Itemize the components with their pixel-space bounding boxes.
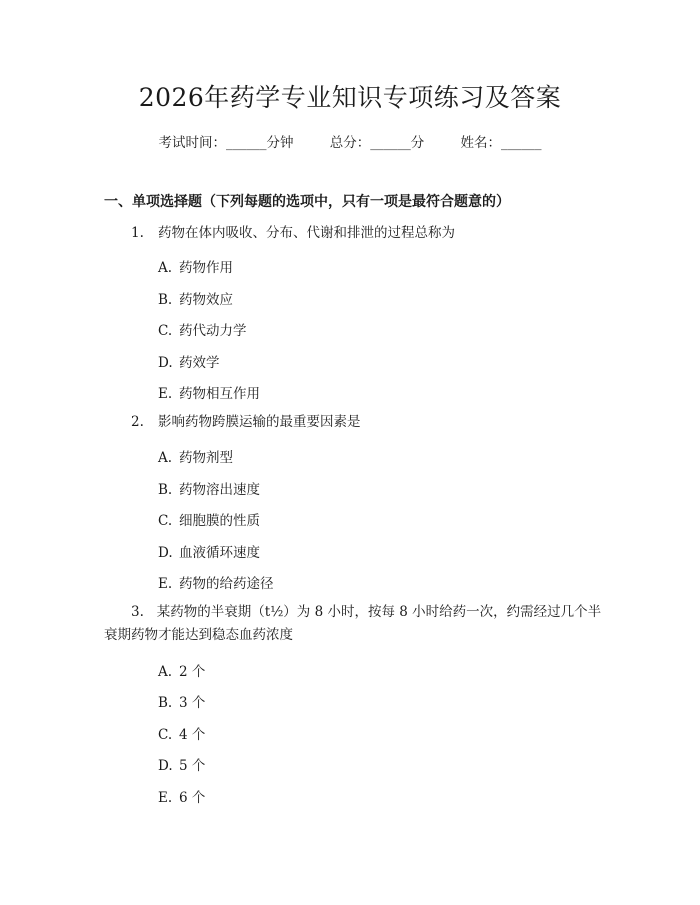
question-1 [131, 222, 455, 245]
option-d: D. 药效学 [158, 355, 220, 371]
option-c: C. 药代动力学 [158, 323, 247, 339]
option-d: D. 5 个 [158, 758, 206, 774]
total-score-field: 总分：______分 [329, 135, 425, 151]
section-heading: 一、单项选择题（下列每题的选项中，只有一项是最符合题意的） [104, 194, 510, 210]
option-d: D. 血液循环速度 [158, 545, 260, 561]
option-a: A. 药物剂型 [158, 450, 233, 466]
question-number: 3. [131, 604, 144, 620]
option-e: E. 药物相互作用 [158, 386, 260, 402]
question-number: 2. [131, 414, 144, 430]
question-text: 药物在体内吸收、分布、代谢和排泄的过程总称为 [158, 225, 455, 241]
question-3 [104, 601, 604, 647]
option-c: C. 细胞膜的性质 [158, 513, 260, 529]
name-field: 姓名：______ [460, 135, 542, 151]
option-c: C. 4 个 [158, 727, 206, 743]
exam-meta [0, 131, 700, 151]
option-a: A. 2 个 [158, 664, 206, 680]
question-number: 1. [131, 225, 144, 241]
option-b: B. 药物效应 [158, 292, 233, 308]
option-b: B. 药物溶出速度 [158, 482, 260, 498]
exam-time-field: 考试时间：______分钟 [158, 135, 294, 151]
option-b: B. 3 个 [158, 695, 206, 711]
option-e: E. 6 个 [158, 790, 206, 806]
question-2 [131, 411, 361, 434]
question-text: 某药物的半衰期（t½）为 8 小时，按每 8 小时给药一次，约需经过几个半衰期药物才能达到稳态血药浓度 [104, 604, 602, 643]
question-text: 影响药物跨膜运输的最重要因素是 [158, 414, 361, 430]
option-a: A. 药物作用 [158, 260, 233, 276]
option-e: E. 药物的给药途径 [158, 576, 274, 592]
document-title: 2026年药学专业知识专项练习及答案 [138, 83, 562, 112]
